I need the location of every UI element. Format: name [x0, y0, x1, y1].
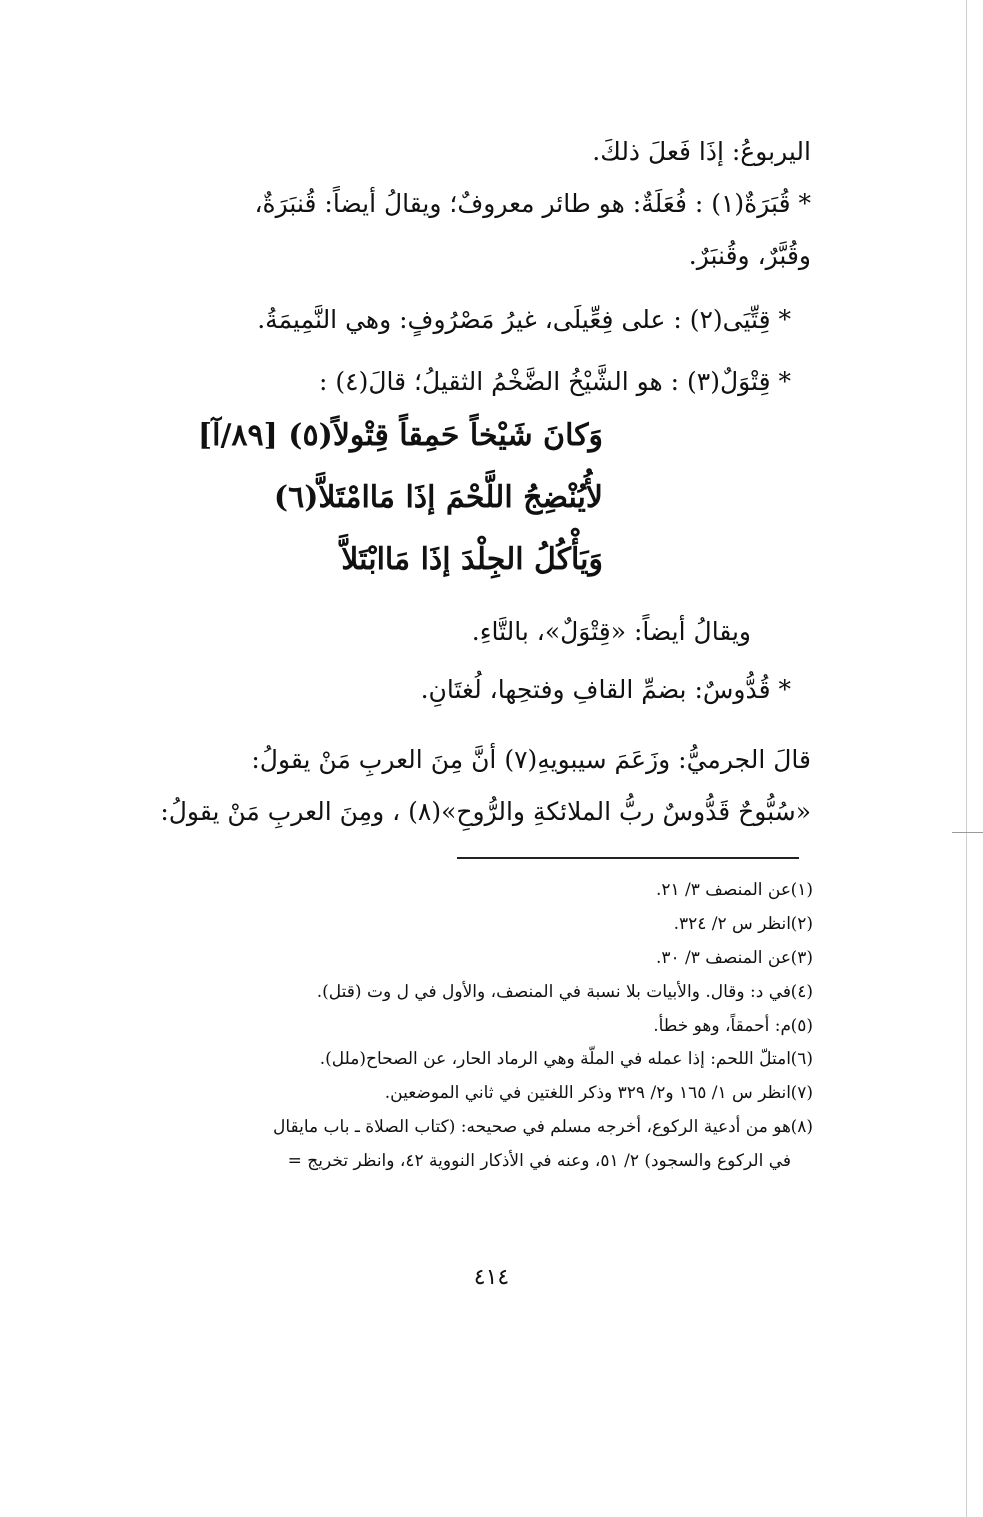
text-line: * قِتِّيَى(٢) : على فِعِّيلَى، غيرُ مَصْرُوفٍ: وهي النَّمِيمَةُ. [257, 305, 791, 334]
footnote-text: عن المنصف ٣/ ٣٠. [655, 948, 791, 968]
text-line: * قُدُّوسٌ: بضمِّ القافِ وفتحِها، لُغتَانِ. [420, 675, 791, 704]
text-line: * قُبَرَةٌ(١) : فُعَلَةٌ: هو طائر معروفٌ؛ ويقالُ أيضاً: قُنبَرَةٌ، [254, 189, 811, 218]
footnote-number: (٨) [790, 1117, 813, 1137]
footnote-number: (٥) [790, 1016, 813, 1036]
footnote-text: هو من أدعية الركوع، أخرجه مسلم في صحيحه: (كتاب الصلاة ـ باب مايقال [273, 1117, 791, 1137]
footnote-number: (٦) [790, 1049, 813, 1069]
footnote-number: (١) [790, 880, 813, 900]
footnote-number: (٧) [790, 1083, 813, 1103]
footnote-text: انظر س ١/ ١٦٥ و٢/ ٣٢٩ وذكر اللغتين في ثاني الموضعين. [384, 1083, 791, 1103]
footnote-text-continued: في الركوع والسجود) ٢/ ٥١، وعنه في الأذكار النووية ٤٢، وانظر تخريج = [287, 1151, 791, 1171]
page-edge-tick [952, 832, 983, 833]
footnote-text: امتلّ اللحم: إذا عمله في الملّة وهي الرماد الحار، عن الصحاح(ملل). [319, 1049, 791, 1069]
verse-line: وَكانَ شَيْخاً حَمِقاً قِتْولاً(٥) [٨٩/آ] [197, 418, 603, 453]
text-line: ويقالُ أيضاً: «قِتْوَلٌ»، بالتَّاءِ. [471, 617, 751, 646]
footnote-number: (٤) [790, 982, 813, 1002]
footnote-separator [457, 857, 799, 859]
text-line: وقُبَّرٌ، وقُنبَرٌ. [688, 241, 811, 270]
text-line: قالَ الجرميُّ: وزَعَمَ سيبويهِ(٧) أنَّ مِنَ العربِ مَنْ يقولُ: [251, 745, 811, 774]
footnote-number: (٢) [790, 914, 813, 934]
page-number: ٤١٤ [473, 1265, 510, 1290]
text-line: اليربوعُ: إذَا فَعلَ ذلكَ. [592, 137, 811, 166]
footnote-text: م: أحمقاً، وهو خطأ. [653, 1016, 791, 1036]
footnote-text: انظر س ٢/ ٣٢٤. [673, 914, 791, 934]
verse-line: لأُيُنْضِجُ اللَّحْمَ إذَا مَاامْتَلاَّ(٦) [273, 480, 603, 515]
text-line: «سُبُّوحٌ قَدُّوسٌ ربُّ الملائكةِ والرُّوحِ»(٨) ، ومِنَ العربِ مَنْ يقولُ: [160, 797, 811, 826]
footnote-text: في د: وقال. والأبيات بلا نسبة في المنصف، والأول في ل وت (قتل). [316, 982, 791, 1002]
footnote-text: عن المنصف ٣/ ٢١. [655, 880, 791, 900]
footnote-number: (٣) [790, 948, 813, 968]
verse-line: وَيَأْكُلُ الجِلْدَ إذَا مَاابْتَلاَّ [341, 542, 603, 577]
text-line: * قِتْوَلٌ(٣) : هو الشَّيْخُ الضَّخْمُ الثقيلُ؛ قالَ(٤) : [319, 367, 791, 396]
